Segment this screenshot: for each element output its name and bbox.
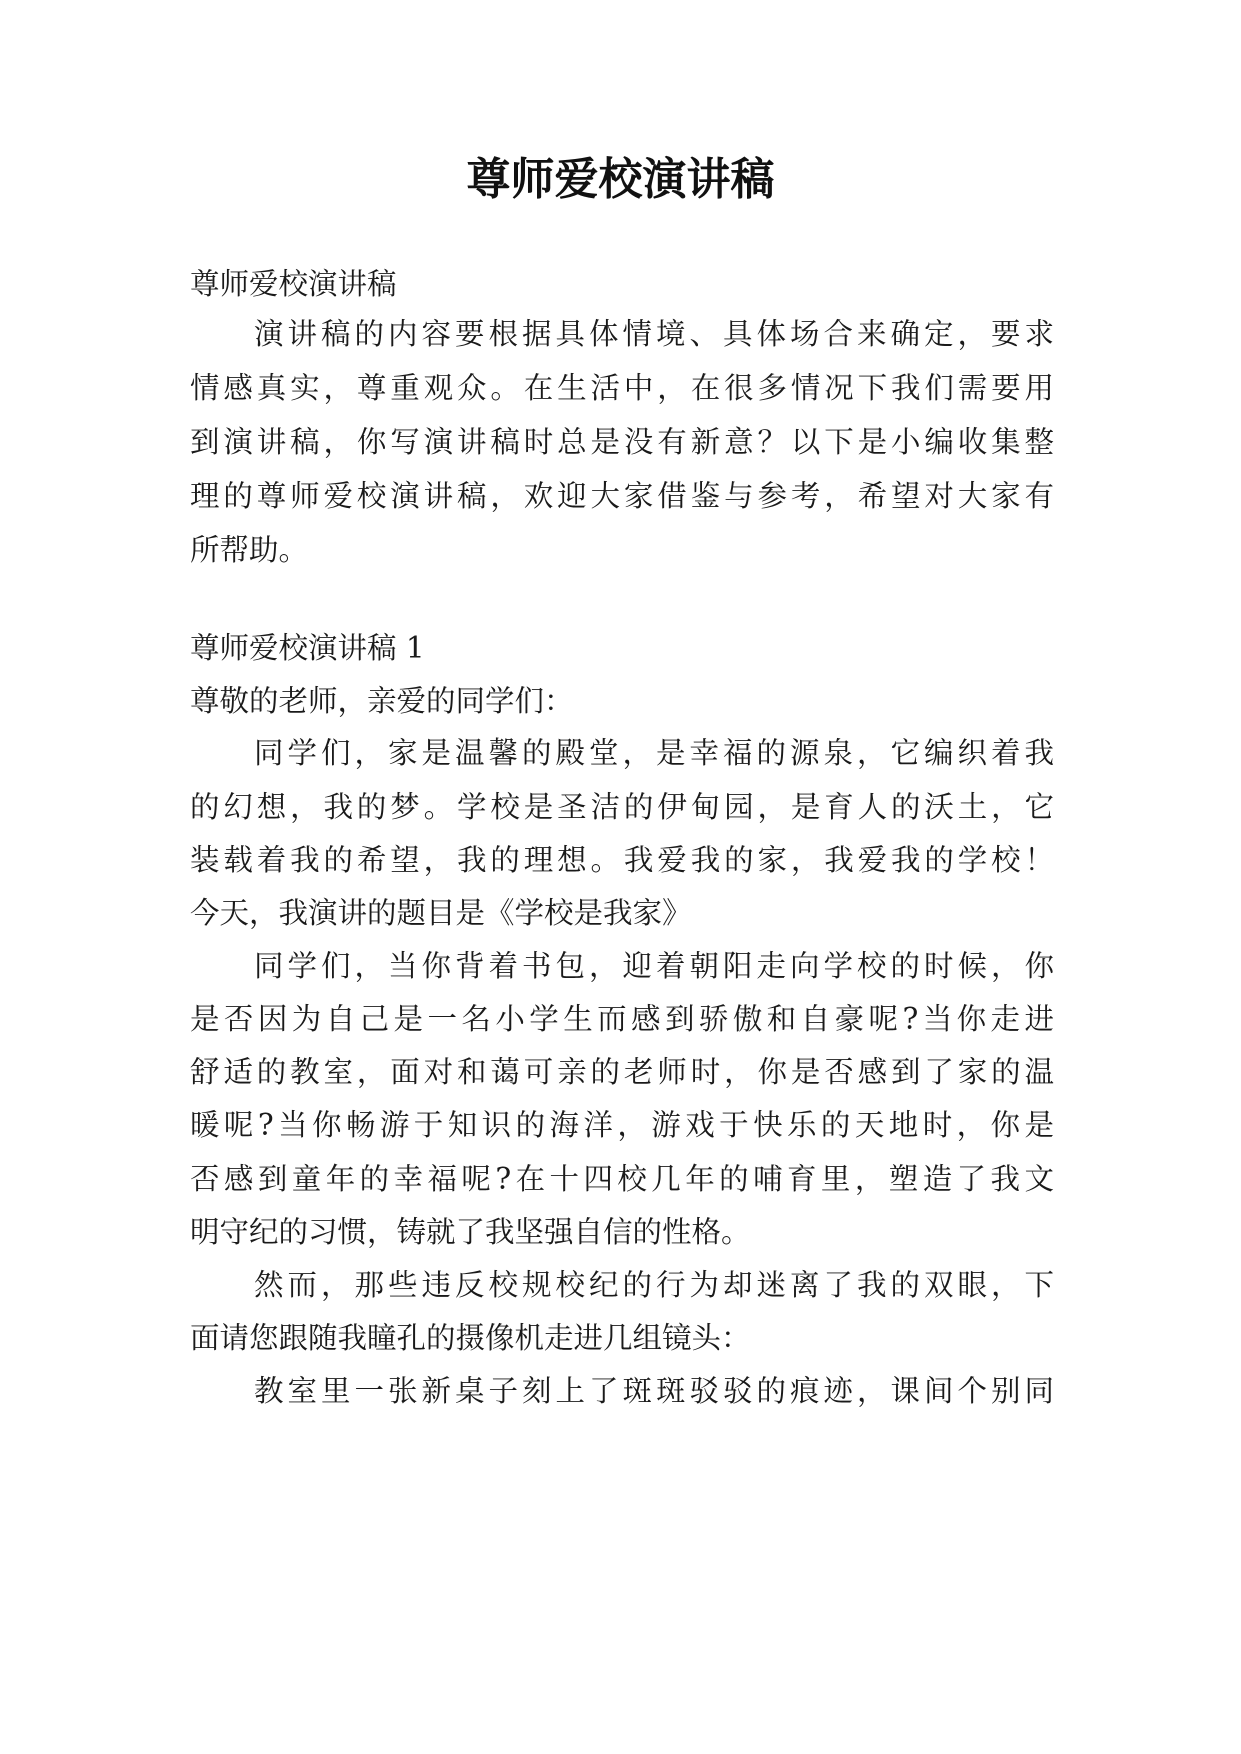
intro-line-4: 理的尊师爱校演讲稿，欢迎大家借鉴与参考，希望对大家有: [190, 479, 1054, 513]
intro-line-1: 演讲稿的内容要根据具体情境、具体场合来确定，要求: [254, 317, 1054, 351]
intro-line-5: 所帮助。: [190, 533, 309, 567]
para2-line-3: 舒适的教室，面对和蔼可亲的老师时，你是否感到了家的温: [190, 1055, 1054, 1089]
intro-line-3: 到演讲稿，你写演讲稿时总是没有新意？以下是小编收集整: [190, 425, 1054, 459]
para2-line-1: 同学们，当你背着书包，迎着朝阳走向学校的时候，你: [254, 949, 1054, 983]
intro-line-2: 情感真实，尊重观众。在生活中，在很多情况下我们需要用: [190, 371, 1054, 405]
section-heading: 尊师爱校演讲稿 1: [190, 631, 425, 665]
para2-line-6: 明守纪的习惯，铸就了我坚强自信的性格。: [190, 1215, 751, 1249]
subtitle: 尊师爱校演讲稿: [190, 267, 397, 301]
para1-line-1: 同学们，家是温馨的殿堂，是幸福的源泉，它编织着我: [254, 736, 1054, 770]
para3-line-1: 然而，那些违反校规校纪的行为却迷离了我的双眼，下: [254, 1268, 1054, 1302]
para2-line-2: 是否因为自己是一名小学生而感到骄傲和自豪呢?当你走进: [190, 1002, 1054, 1036]
para2-line-4: 暖呢?当你畅游于知识的海洋，游戏于快乐的天地时，你是: [190, 1108, 1054, 1142]
salutation: 尊敬的老师，亲爱的同学们：: [190, 684, 574, 718]
document-title: 尊师爱校演讲稿: [466, 154, 775, 205]
para1-line-2: 的幻想，我的梦。学校是圣洁的伊甸园，是育人的沃土，它: [190, 790, 1054, 824]
para4-line-1: 教室里一张新桌子刻上了斑斑驳驳的痕迹，课间个别同: [254, 1374, 1054, 1408]
para3-line-2: 面请您跟随我瞳孔的摄像机走进几组镜头：: [190, 1321, 751, 1355]
para2-line-5: 否感到童年的幸福呢?在十四校几年的哺育里，塑造了我文: [190, 1162, 1054, 1196]
para1-line-4: 今天，我演讲的题目是《学校是我家》: [190, 896, 692, 930]
para1-line-3: 装载着我的希望，我的理想。我爱我的家，我爱我的学校！: [190, 843, 1054, 877]
